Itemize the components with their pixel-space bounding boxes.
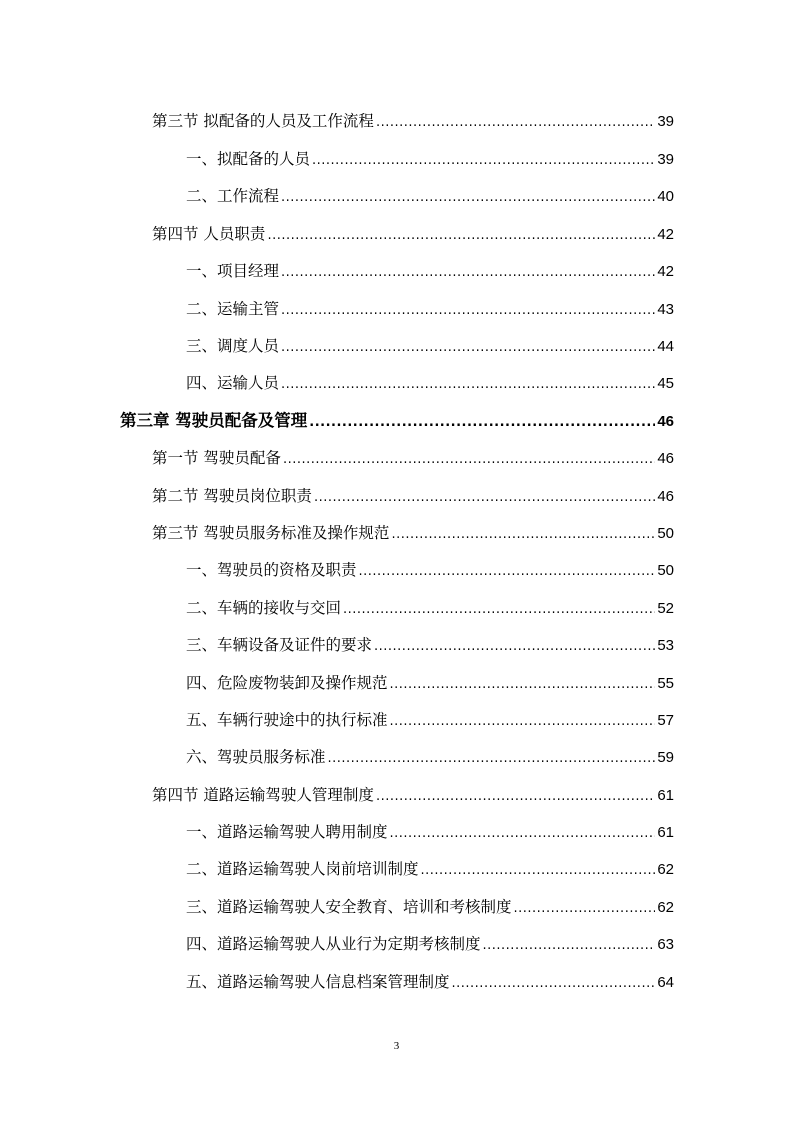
toc-entry-page: 61 <box>657 824 674 841</box>
toc-entry-page: 50 <box>657 525 674 542</box>
toc-leader-dots <box>281 300 655 322</box>
toc-entry[interactable] <box>186 298 674 320</box>
toc-leader-dots <box>267 225 655 247</box>
toc-entry-label: 三、道路运输驾驶人安全教育、培训和考核制度 <box>186 898 512 916</box>
toc-entry[interactable] <box>152 110 674 132</box>
toc-entry-page: 50 <box>657 562 674 579</box>
toc-leader-dots <box>281 187 655 209</box>
toc-entry[interactable] <box>186 559 674 581</box>
toc-entry[interactable] <box>186 372 674 394</box>
toc-entry-page: 61 <box>657 787 674 804</box>
toc-entry-page: 40 <box>657 188 674 205</box>
toc-entry[interactable] <box>152 485 674 507</box>
toc-entry[interactable] <box>152 447 674 469</box>
toc-entry-page: 46 <box>657 413 674 430</box>
toc-entry-page: 39 <box>657 151 674 168</box>
toc-entry-page: 44 <box>657 338 674 355</box>
toc-entry[interactable] <box>186 971 674 993</box>
toc-leader-dots <box>421 860 656 882</box>
toc-entry[interactable] <box>186 821 674 843</box>
toc-entry-page: 62 <box>657 861 674 878</box>
toc-leader-dots <box>514 898 656 920</box>
toc-entry[interactable] <box>186 933 674 955</box>
toc-entry-label: 三、车辆设备及证件的要求 <box>186 636 373 654</box>
toc-entry-label: 四、运输人员 <box>186 374 280 392</box>
toc-leader-dots <box>312 150 655 172</box>
toc-leader-dots <box>452 973 656 995</box>
toc-entry[interactable] <box>186 896 674 918</box>
toc-entry-label: 六、驾驶员服务标准 <box>186 748 326 766</box>
toc-entry-label: 第三节 驾驶员服务标准及操作规范 <box>152 524 390 542</box>
toc-entry-label: 五、道路运输驾驶人信息档案管理制度 <box>186 973 450 991</box>
toc-entry-label: 三、调度人员 <box>186 337 280 355</box>
toc-entry-page: 57 <box>657 712 674 729</box>
toc-entry[interactable] <box>186 858 674 880</box>
toc-entry-label: 四、道路运输驾驶人从业行为定期考核制度 <box>186 935 481 953</box>
toc-entry-label: 二、道路运输驾驶人岗前培训制度 <box>186 860 419 878</box>
toc-entry-page: 62 <box>657 899 674 916</box>
toc-leader-dots <box>309 412 655 434</box>
toc-entry-label: 第一节 驾驶员配备 <box>152 449 281 467</box>
toc-entry-page: 42 <box>657 263 674 280</box>
toc-leader-dots <box>391 524 655 546</box>
toc-leader-dots <box>376 786 655 808</box>
toc-leader-dots <box>359 561 656 583</box>
toc-entry-label: 一、项目经理 <box>186 262 280 280</box>
toc-entry[interactable] <box>152 223 674 245</box>
toc-entry-page: 59 <box>657 749 674 766</box>
toc-entry[interactable] <box>186 260 674 282</box>
toc-leader-dots <box>281 262 655 284</box>
toc-entry-label: 第三章 驾驶员配备及管理 <box>120 411 308 430</box>
toc-entry-page: 63 <box>657 936 674 953</box>
toc-entry[interactable] <box>186 597 674 619</box>
toc-entry-label: 第四节 人员职责 <box>152 225 266 243</box>
toc-entry-page: 52 <box>657 600 674 617</box>
toc-leader-dots <box>281 337 655 359</box>
toc-leader-dots <box>328 748 656 770</box>
toc-leader-dots <box>390 823 656 845</box>
toc-entry-page: 46 <box>657 450 674 467</box>
toc-entry-page: 46 <box>657 488 674 505</box>
toc-entry-page: 64 <box>657 974 674 991</box>
toc-leader-dots <box>390 711 656 733</box>
toc-entry[interactable] <box>152 522 674 544</box>
toc-leader-dots <box>483 935 656 957</box>
toc-entry-label: 第二节 驾驶员岗位职责 <box>152 487 312 505</box>
toc-entry-page: 55 <box>657 675 674 692</box>
toc-entry-page: 39 <box>657 113 674 130</box>
toc-leader-dots <box>376 112 655 134</box>
toc-entry-label: 二、运输主管 <box>186 300 280 318</box>
toc-leader-dots <box>374 636 655 658</box>
toc-entry[interactable] <box>186 634 674 656</box>
toc-leader-dots <box>283 449 655 471</box>
toc-entry-label: 一、拟配备的人员 <box>186 150 311 168</box>
toc-leader-dots <box>314 487 655 509</box>
toc-leader-dots <box>390 674 656 696</box>
toc-entry[interactable] <box>186 672 674 694</box>
toc-entry[interactable] <box>186 709 674 731</box>
toc-entry-label: 一、道路运输驾驶人聘用制度 <box>186 823 388 841</box>
toc-entry-label: 二、车辆的接收与交回 <box>186 599 342 617</box>
toc-entry-label: 五、车辆行驶途中的执行标准 <box>186 711 388 729</box>
toc-entry-label: 第三节 拟配备的人员及工作流程 <box>152 112 374 130</box>
toc-entry[interactable] <box>152 784 674 806</box>
toc-entry-label: 第四节 道路运输驾驶人管理制度 <box>152 786 374 804</box>
toc-entry[interactable] <box>186 185 674 207</box>
toc-entry-page: 42 <box>657 226 674 243</box>
toc-entry-label: 二、工作流程 <box>186 187 280 205</box>
toc-entry[interactable] <box>186 746 674 768</box>
toc-entry[interactable] <box>120 410 674 432</box>
toc-leader-dots <box>343 599 655 621</box>
toc-leader-dots <box>281 374 655 396</box>
toc-entry-label: 四、危险废物装卸及操作规范 <box>186 674 388 692</box>
toc-entry[interactable] <box>186 148 674 170</box>
page-number: 3 <box>393 1040 400 1052</box>
toc-entry-page: 43 <box>657 301 674 318</box>
toc-entry-page: 53 <box>657 637 674 654</box>
toc-entry-label: 一、驾驶员的资格及职责 <box>186 561 357 579</box>
toc-entry-page: 45 <box>657 375 674 392</box>
toc-entry[interactable] <box>186 335 674 357</box>
